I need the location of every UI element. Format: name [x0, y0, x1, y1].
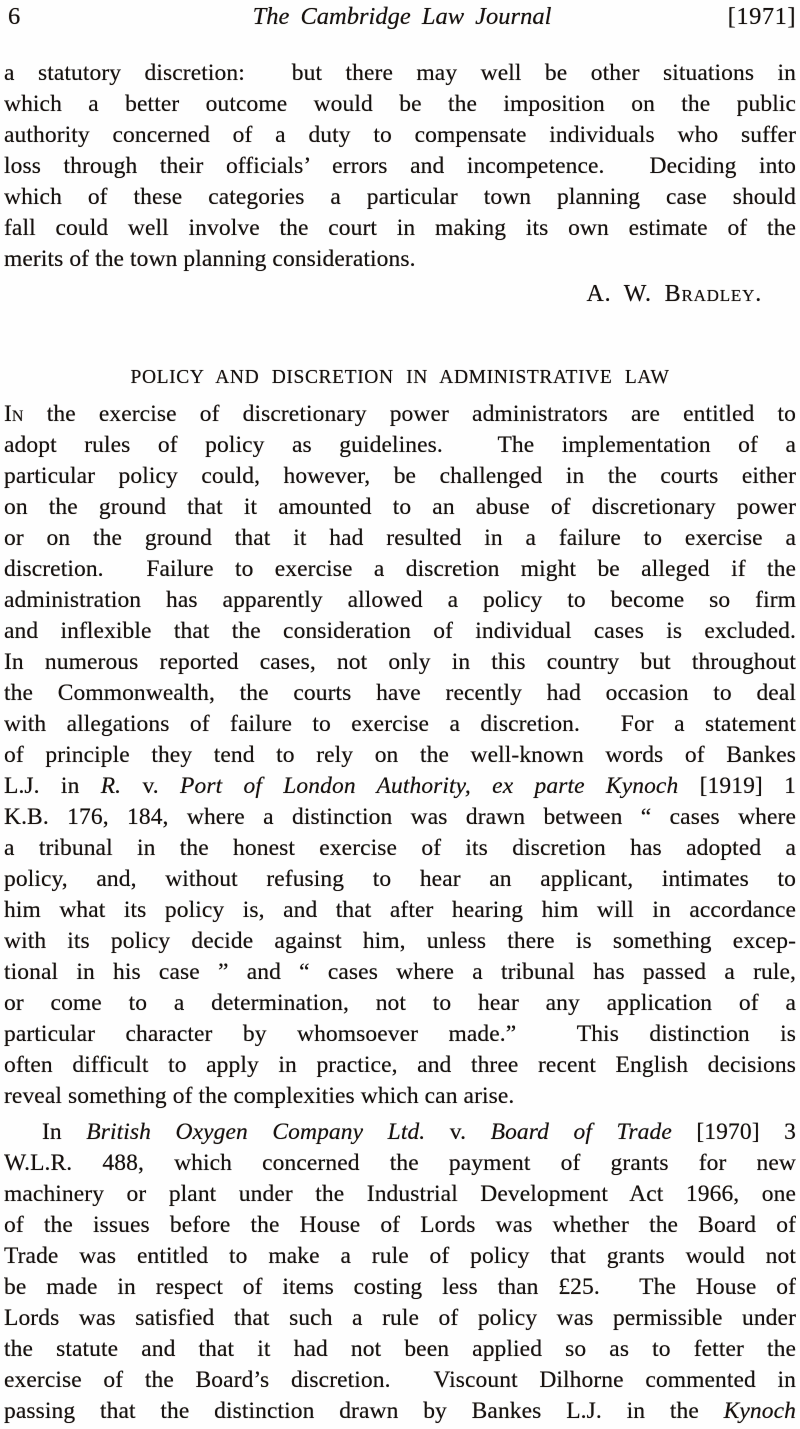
- text-line: [4, 1396, 796, 1427]
- text-line: [4, 1179, 796, 1210]
- page-number: 6: [8, 3, 21, 30]
- text-run: on the ground that it amounted to an abuse of discretionary power: [4, 494, 796, 520]
- text-line: [4, 1303, 796, 1334]
- text-line: [4, 492, 796, 523]
- text-run: particular policy could, however, be challenged in the courts either: [4, 463, 796, 489]
- text-run: a tribunal in the honest exercise of its discretion has adopted a: [4, 835, 796, 861]
- text-run: [1919] 1: [678, 773, 796, 799]
- text-run: reveal something of the complexities which can arise.: [4, 1083, 515, 1109]
- italic-text: Kynoch: [723, 1398, 796, 1424]
- scanned-page: [0, 2, 800, 1429]
- text-line: [4, 461, 796, 492]
- continuation-paragraph: [4, 58, 796, 275]
- author-signature: A. W. Bradley.: [586, 281, 762, 307]
- text-line: [4, 616, 796, 647]
- text-run: W.L.R. 488, which concerned the payment of grants for new: [4, 1150, 796, 1176]
- text-line: [4, 523, 796, 554]
- text-run: fall could well involve the court in making its own estimate of the: [4, 215, 796, 241]
- text-line: [4, 1050, 796, 1081]
- text-run: loss through their officials’ errors and incompetence. Deciding into: [4, 153, 796, 179]
- text-line: [4, 213, 796, 244]
- text-run: and inflexible that the consideration of individual cases is excluded.: [4, 618, 796, 644]
- text-line: [4, 988, 796, 1019]
- text-line: [4, 120, 796, 151]
- text-line: [4, 957, 796, 988]
- text-run: In numerous reported cases, not only in this country but throughout: [4, 649, 796, 675]
- text-line: [4, 864, 796, 895]
- text-run: be made in respect of items costing less than £25. The House of: [4, 1274, 796, 1300]
- text-run: of the issues before the House of Lords was whether the Board of: [4, 1212, 796, 1238]
- italic-text: Port of London Authority, ex parte Kynoch: [180, 773, 679, 799]
- text-run: exercise of the Board’s discretion. Viscount Dilhorne commented in: [4, 1367, 796, 1393]
- text-run: machinery or plant under the Industrial Development Act 1966, one: [4, 1181, 796, 1207]
- text-run: the exercise of discretionary power administrators are entitled to: [23, 401, 796, 427]
- journal-year: [1971]: [727, 3, 796, 30]
- text-run: tional in his case ” and “ cases where a tribunal has passed a rule,: [4, 959, 796, 985]
- text-run: In: [42, 1119, 87, 1145]
- text-line: [4, 833, 796, 864]
- text-line: [4, 151, 796, 182]
- text-line: [4, 771, 796, 802]
- text-line: [4, 58, 796, 89]
- text-line: [4, 709, 796, 740]
- text-run: which of these categories a particular town planning case should: [4, 184, 796, 210]
- text-run: L.J. in: [4, 773, 101, 799]
- text-run: merits of the town planning considerations.: [4, 246, 416, 272]
- text-line: [4, 1117, 796, 1148]
- text-line: [4, 647, 796, 678]
- text-line: [4, 554, 796, 585]
- text-run: the statute and that it had not been applied so as to fetter the: [4, 1336, 796, 1362]
- text-run: often difficult to apply in practice, and three recent English decisions: [4, 1052, 796, 1078]
- text-run: particular character by whomsoever made.” This distinction is: [4, 1021, 796, 1047]
- text-line: [4, 802, 796, 833]
- text-run: with its policy decide against him, unless there is something excep-: [4, 928, 796, 954]
- smallcaps-text: In: [4, 401, 24, 427]
- article-text: [0, 58, 800, 1427]
- text-line: [4, 1241, 796, 1272]
- text-run: Trade was entitled to make a rule of policy that grants would not: [4, 1243, 796, 1269]
- text-line: [4, 89, 796, 120]
- text-line: [4, 1081, 796, 1112]
- journal-title: The Cambridge Law Journal: [252, 3, 552, 30]
- text-line: [4, 740, 796, 771]
- article-heading: POLICY AND DISCRETION IN ADMINISTRATIVE LAW: [130, 367, 670, 388]
- text-run: or on the ground that it had resulted in a failure to exercise a: [4, 525, 796, 551]
- text-run: with allegations of failure to exercise a discretion. For a statement: [4, 711, 796, 737]
- italic-text: Board of Trade: [490, 1119, 672, 1145]
- text-run: v.: [425, 1119, 491, 1145]
- text-line: [4, 399, 796, 430]
- page-header: [0, 2, 800, 32]
- text-run: v.: [121, 773, 181, 799]
- text-run: which a better outcome would be the imposition on the public: [4, 91, 796, 117]
- text-line: [4, 182, 796, 213]
- text-run: passing that the distinction drawn by Bankes L.J. in the: [4, 1398, 724, 1424]
- text-line: [4, 1019, 796, 1050]
- text-run: the Commonwealth, the courts have recently had occasion to deal: [4, 680, 796, 706]
- text-run: Lords was satisfied that such a rule of policy was permissible under: [4, 1305, 796, 1331]
- article-paragraph-1: [4, 399, 796, 1112]
- text-line: [4, 244, 796, 275]
- text-run: authority concerned of a duty to compensate individuals who suffer: [4, 122, 796, 148]
- text-run: [1970] 3: [671, 1119, 796, 1145]
- text-line: [4, 895, 796, 926]
- italic-text: British Oxygen Company Ltd.: [86, 1119, 426, 1145]
- text-line: [4, 1148, 796, 1179]
- text-run: of principle they tend to rely on the well-known words of Bankes: [4, 742, 796, 768]
- text-run: or come to a determination, not to hear any application of a: [4, 990, 796, 1016]
- text-run: policy, and, without refusing to hear an applicant, intimates to: [4, 866, 796, 892]
- italic-text: R.: [100, 773, 122, 799]
- text-line: [4, 1365, 796, 1396]
- text-run: him what its policy is, and that after hearing him will in accordance: [4, 897, 796, 923]
- text-run: discretion. Failure to exercise a discretion might be alleged if the: [4, 556, 796, 582]
- text-run: a statutory discretion: but there may well be other situations in: [4, 60, 796, 86]
- text-line: [4, 1272, 796, 1303]
- text-run: adopt rules of policy as guidelines. The implementation of a: [4, 432, 796, 458]
- article-paragraph-2: [4, 1117, 796, 1427]
- text-line: [4, 926, 796, 957]
- text-line: [4, 585, 796, 616]
- text-line: [4, 430, 796, 461]
- text-line: [4, 1210, 796, 1241]
- text-line: [4, 678, 796, 709]
- text-run: administration has apparently allowed a policy to become so firm: [4, 587, 796, 613]
- text-run: K.B. 176, 184, where a distinction was drawn between “ cases where: [4, 804, 796, 830]
- text-line: [4, 1334, 796, 1365]
